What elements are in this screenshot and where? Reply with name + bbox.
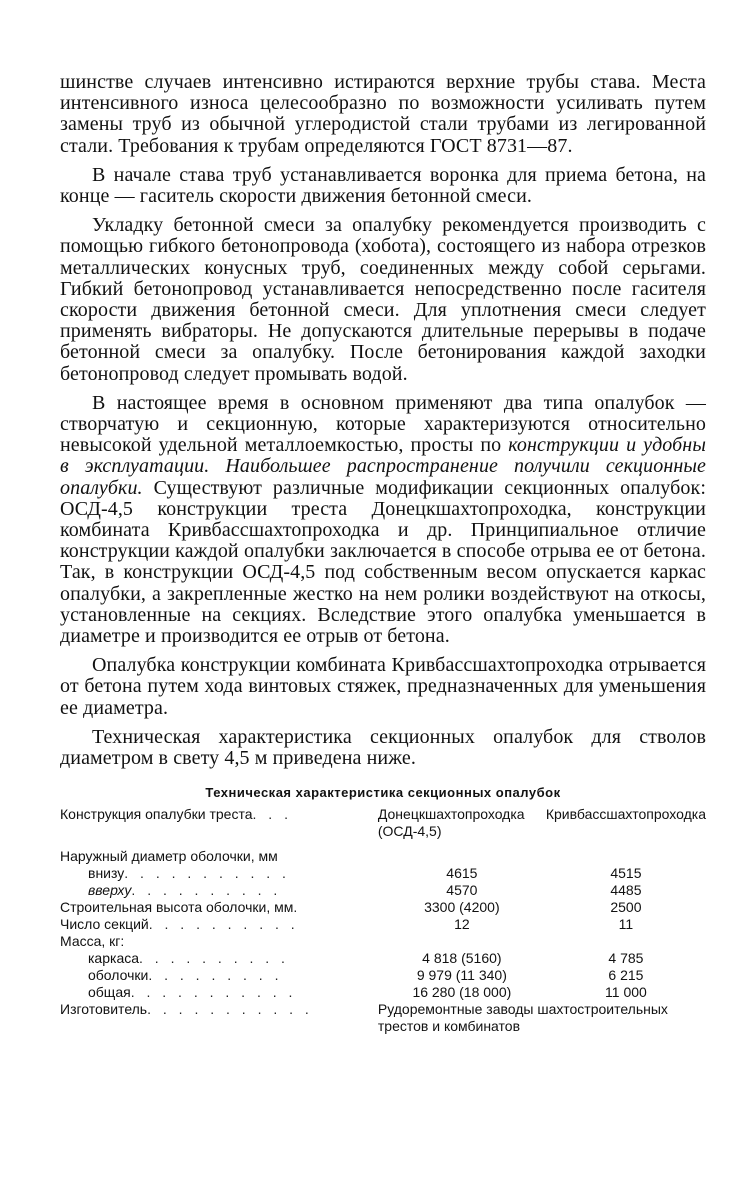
row-label <box>60 916 378 933</box>
row-label <box>60 1001 378 1035</box>
leader-dots: . <box>293 899 302 916</box>
leader-dots: . . . . . . . . . . . <box>147 1001 313 1018</box>
row-frame-label: каркаса <box>88 950 140 967</box>
row-label <box>60 984 378 1001</box>
leader-dots: . . . . . . . . . . . <box>130 984 297 1001</box>
group-outer-diameter <box>60 848 706 865</box>
paragraph-6: Техническая характеристика секционных опалубок для стволов диаметром в свету 4,5 м приведена ниже. <box>60 725 706 770</box>
row-maker-value: Рудоремонтные заводы шахтостроительных трестов и комбинатов <box>377 1001 668 1035</box>
row-height-label: Строительная высота оболочки, мм <box>60 899 294 916</box>
row-total-v1: 16 280 (18 000) <box>412 984 512 1001</box>
paragraph-1: шинстве случаев интенсивно истираются верхние трубы става. Места интенсивного износа целесообразно по возможности усиливать путем замены труб из обычной углеродистой стали трубами из легированной стали. Требования к трубам определяются ГОСТ 8731—87. <box>60 71 706 157</box>
row-shell-v1: 9 979 (11 340) <box>416 967 507 984</box>
row-frame-v1: 4 818 (5160) <box>422 950 502 967</box>
table-row <box>60 1001 706 1035</box>
group-mass-text: Масса, кг: <box>60 933 125 950</box>
row-shell-label: оболочки <box>88 967 149 984</box>
leader-dots: . . . . . . . . . . <box>131 882 282 899</box>
spec-table <box>60 806 706 1035</box>
leader-dots: . . . . . . . . . . <box>139 950 289 967</box>
group-outer-diameter-text: Наружный диаметр оболочки, мм <box>60 848 278 865</box>
leader-dots: . . . . . . . . . . . <box>124 865 290 882</box>
row-height-v2: 2500 <box>610 899 642 916</box>
row-label <box>60 882 378 899</box>
paragraph-4 <box>60 393 706 647</box>
header-label-text: Конструкция опалубки треста <box>60 806 253 823</box>
row-label <box>60 865 378 882</box>
leader-dots: . . . . . . . . . . <box>148 916 299 933</box>
row-bottom-v1: 4615 <box>446 865 478 882</box>
table-row <box>60 916 706 933</box>
row-total-label: общая <box>88 984 131 1001</box>
row-sections-label: Число секций <box>60 916 149 933</box>
paragraph-2: В начале става труб устанавливается воронка для приема бетона, на конце — гаситель скорости движения бетонной смеси. <box>60 163 706 208</box>
table-row <box>60 984 706 1001</box>
group-mass <box>60 933 706 950</box>
paragraph-4-italic: конструкции и удобны в эксплуатации. Наибольшее распространение получили секционные опалубки. <box>60 434 706 499</box>
row-label <box>60 950 378 967</box>
table-header-row <box>60 806 706 848</box>
row-top-label: вверху <box>88 882 132 899</box>
row-label <box>60 899 378 916</box>
table-row <box>60 848 706 865</box>
leader-dots: . . . <box>252 806 292 823</box>
row-bottom-label: внизу <box>88 865 125 882</box>
paragraph-5: Опалубка конструкции комбината Кривбассшахтопроходка отрывается от бетона путем хода винтовых стяжек, предназначенных для уменьшения ее диаметра. <box>60 654 706 719</box>
row-shell-v2: 6 215 <box>608 967 644 984</box>
header-col2: Кривбассшахтопроходка <box>545 806 706 823</box>
row-frame-v2: 4 785 <box>608 950 644 967</box>
paragraph-4-tail: Существуют различные модификации секционных опалубок: ОСД-4,5 конструкции треста Донецкшахтопроходка, конструкции комбината Кривбассшахтопроходка и др. Принципиальное отличие конструкции каждой опалубки заключается в способе отрыва ее от бетона. Так, в конструкции ОСД-4,5 под собственным весом опускается каркас опалубки, а закрепленные жестко на нем ролики воздействуют на откосы, установленные на секциях. Вследствие этого опалубка уменьшается в диаметре и производится ее отрыв от бетона. <box>60 476 706 648</box>
table-row <box>60 950 706 967</box>
row-height-v1: 3300 (4200) <box>424 899 500 916</box>
table-title: Техническая характеристика секционных опалубок <box>205 785 561 801</box>
table-row <box>60 967 706 984</box>
leader-dots: . . . . . . . . . <box>148 967 283 984</box>
row-top-v2: 4485 <box>610 882 642 899</box>
table-row <box>60 933 706 950</box>
table-row <box>60 882 706 899</box>
row-total-v2: 11 000 <box>605 984 647 1001</box>
paragraph-4-start: В настоящее время в основном применяют два типа опалубок — створчатую и секционную, которые характеризуются относительно невысокой удельной металлоемкостью, просты по <box>60 391 706 457</box>
paragraph-3: Укладку бетонной смеси за опалубку рекомендуется производить с помощью гибкого бетонопровода (хобота), состоящего из набора отрезков металлических конусных труб, соединенных между собой серьгами. Гибкий бетонопровод устанавливается непосредственно после гасителя скорости движения бетонной смеси. Для уплотнения смеси следует применять вибраторы. Не допускаются длительные перерывы в подаче бетонной смеси за опалубку. После бетонирования каждой заходки бетонопровод следует промывать водой. <box>60 214 706 385</box>
row-bottom-v2: 4515 <box>610 865 642 882</box>
header-col1: Донецкшахтопроходка (ОСД-4,5) <box>377 806 525 840</box>
row-maker-label: Изготовитель <box>60 1001 148 1018</box>
page-content <box>60 72 706 1035</box>
table-row <box>60 865 706 882</box>
row-label <box>60 967 378 984</box>
row-sections-v1: 12 <box>454 916 470 933</box>
row-sections-v2: 11 <box>618 916 634 933</box>
table-row <box>60 899 706 916</box>
header-label <box>60 806 378 848</box>
row-top-v1: 4570 <box>446 882 478 899</box>
